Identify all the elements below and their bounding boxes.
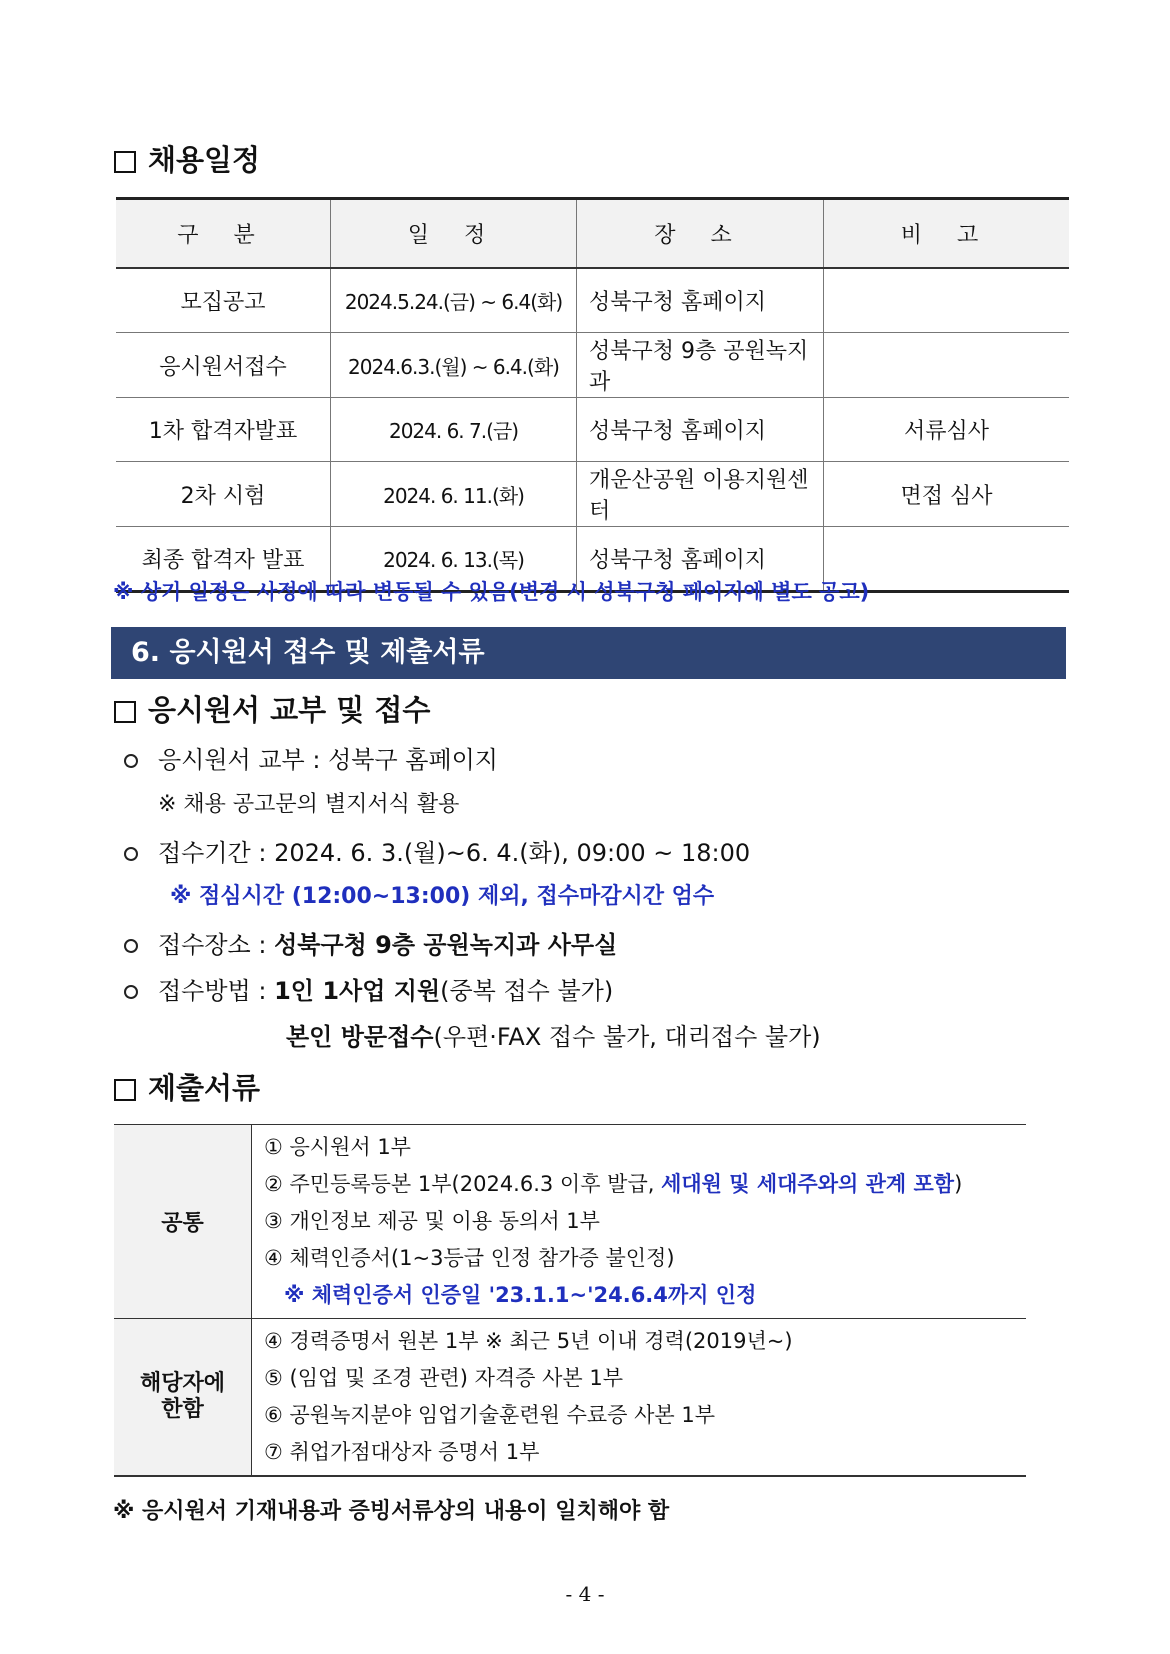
row-note [824, 268, 1070, 333]
row-place: 개운산공원 이용지원센터 [577, 462, 824, 527]
row-category: 2차 시험 [116, 462, 331, 527]
common-note: ※ 체력인증서 인증일 '23.1.1~'24.6.4까지 인정 [284, 1283, 757, 1307]
documents-heading [114, 1066, 260, 1107]
method-rest: (중복 접수 불가) [440, 977, 614, 1005]
documents-heading-text: 제출서류 [148, 1071, 261, 1105]
list-item: ① 응시원서 1부 [264, 1135, 411, 1159]
header-date: 일 정 [331, 199, 577, 269]
applicable-items [252, 1319, 1027, 1477]
distribution-note: ※ 채용 공고문의 별지서식 활용 [158, 792, 460, 817]
table-row [114, 1125, 1026, 1319]
common-category: 공통 [114, 1125, 252, 1319]
bullet-circle-icon [124, 754, 138, 768]
method2-bold: 본인 방문접수 [286, 1023, 434, 1051]
distribution-line [124, 740, 498, 775]
bullet-circle-icon [124, 939, 138, 953]
row-date: 2024. 6. 13.(목) [331, 527, 577, 592]
bullet-circle-icon [124, 847, 138, 861]
list-item-close: ) [954, 1172, 963, 1196]
place-label: 접수장소 : [158, 931, 275, 959]
row-note: 서류심사 [824, 398, 1070, 462]
row-place: 성북구청 홈페이지 [577, 398, 824, 462]
list-item: ③ 개인정보 제공 및 이용 동의서 1부 [264, 1209, 600, 1233]
method-bold: 1인 1사업 지원 [274, 977, 441, 1005]
schedule-heading [114, 138, 260, 179]
application-heading-text: 응시원서 교부 및 접수 [148, 693, 431, 727]
place-line [124, 925, 617, 960]
period-text: 접수기간 : 2024. 6. 3.(월)~6. 4.(화), 09:00 ~ 18:00 [158, 839, 751, 867]
schedule-footnote: ※ 상기 일정은 사정에 따라 변동될 수 있음(변경 시 성북구청 페이지에 별도 공고) [113, 580, 870, 604]
bullet-circle-icon [124, 985, 138, 999]
method-label: 접수방법 : [158, 977, 275, 1005]
row-note: 면접 심사 [824, 462, 1070, 527]
header-category: 구 분 [116, 199, 331, 269]
method2-rest: (우편·FAX 접수 불가, 대리접수 불가) [433, 1023, 821, 1051]
list-item-highlight: 세대원 및 세대주와의 관계 포함 [661, 1172, 955, 1196]
method-line-2 [286, 1017, 821, 1052]
row-place: 성북구청 9층 공원녹지과 [577, 333, 824, 398]
checkbox-square-icon [114, 151, 136, 173]
checkbox-square-icon [114, 1079, 136, 1101]
row-date: 2024.5.24.(금) ~ 6.4(화) [331, 268, 577, 333]
documents-table [114, 1124, 1026, 1477]
list-item: ④ 경력증명서 원본 1부 ※ 최근 5년 이내 경력(2019년~) [264, 1329, 793, 1353]
table-row [116, 268, 1069, 333]
schedule-heading-text: 채용일정 [148, 143, 261, 177]
row-note [824, 333, 1070, 398]
list-item: ⑤ (임업 및 조경 관련) 자격증 사본 1부 [264, 1366, 624, 1390]
row-category: 1차 합격자발표 [116, 398, 331, 462]
list-item: ⑥ 공원녹지분야 임업기술훈련원 수료증 사본 1부 [264, 1403, 715, 1427]
checkbox-square-icon [114, 701, 136, 723]
method-line [124, 971, 613, 1006]
period-note: ※ 점심시간 (12:00~13:00) 제외, 접수마감시간 엄수 [170, 884, 715, 909]
table-row [116, 462, 1069, 527]
list-item: ⑦ 취업가점대상자 증명서 1부 [264, 1440, 540, 1464]
common-items [252, 1125, 1027, 1319]
schedule-header-row [116, 199, 1069, 269]
row-category: 응시원서접수 [116, 333, 331, 398]
schedule-table [116, 197, 1069, 593]
application-heading [114, 688, 430, 729]
row-date: 2024. 6. 11.(화) [331, 462, 577, 527]
period-line [124, 833, 750, 868]
row-date: 2024.6.3.(월) ~ 6.4.(화) [331, 333, 577, 398]
place-value: 성북구청 9층 공원녹지과 사무실 [274, 931, 618, 959]
header-place: 장 소 [577, 199, 824, 269]
header-note: 비 고 [824, 199, 1070, 269]
row-date: 2024. 6. 7.(금) [331, 398, 577, 462]
list-item [264, 1166, 1026, 1203]
row-category: 최종 합격자 발표 [116, 527, 331, 592]
table-row [116, 333, 1069, 398]
row-place: 성북구청 홈페이지 [577, 527, 824, 592]
section-title-bar: 6. 응시원서 접수 및 제출서류 [111, 627, 1066, 679]
distribution-text: 응시원서 교부 : 성북구 홈페이지 [158, 746, 498, 774]
table-row [116, 398, 1069, 462]
list-item-text: ② 주민등록등본 1부(2024.6.3 이후 발급, [264, 1172, 662, 1196]
row-place: 성북구청 홈페이지 [577, 268, 824, 333]
applicable-category: 해당자에 한함 [114, 1319, 252, 1477]
list-item: ④ 체력인증서(1~3등급 인정 참가증 불인정) [264, 1246, 675, 1270]
row-category: 모집공고 [116, 268, 331, 333]
page-number: - 4 - [565, 1582, 605, 1606]
final-note: ※ 응시원서 기재내용과 증빙서류상의 내용이 일치해야 함 [113, 1499, 670, 1524]
table-row [114, 1319, 1026, 1477]
